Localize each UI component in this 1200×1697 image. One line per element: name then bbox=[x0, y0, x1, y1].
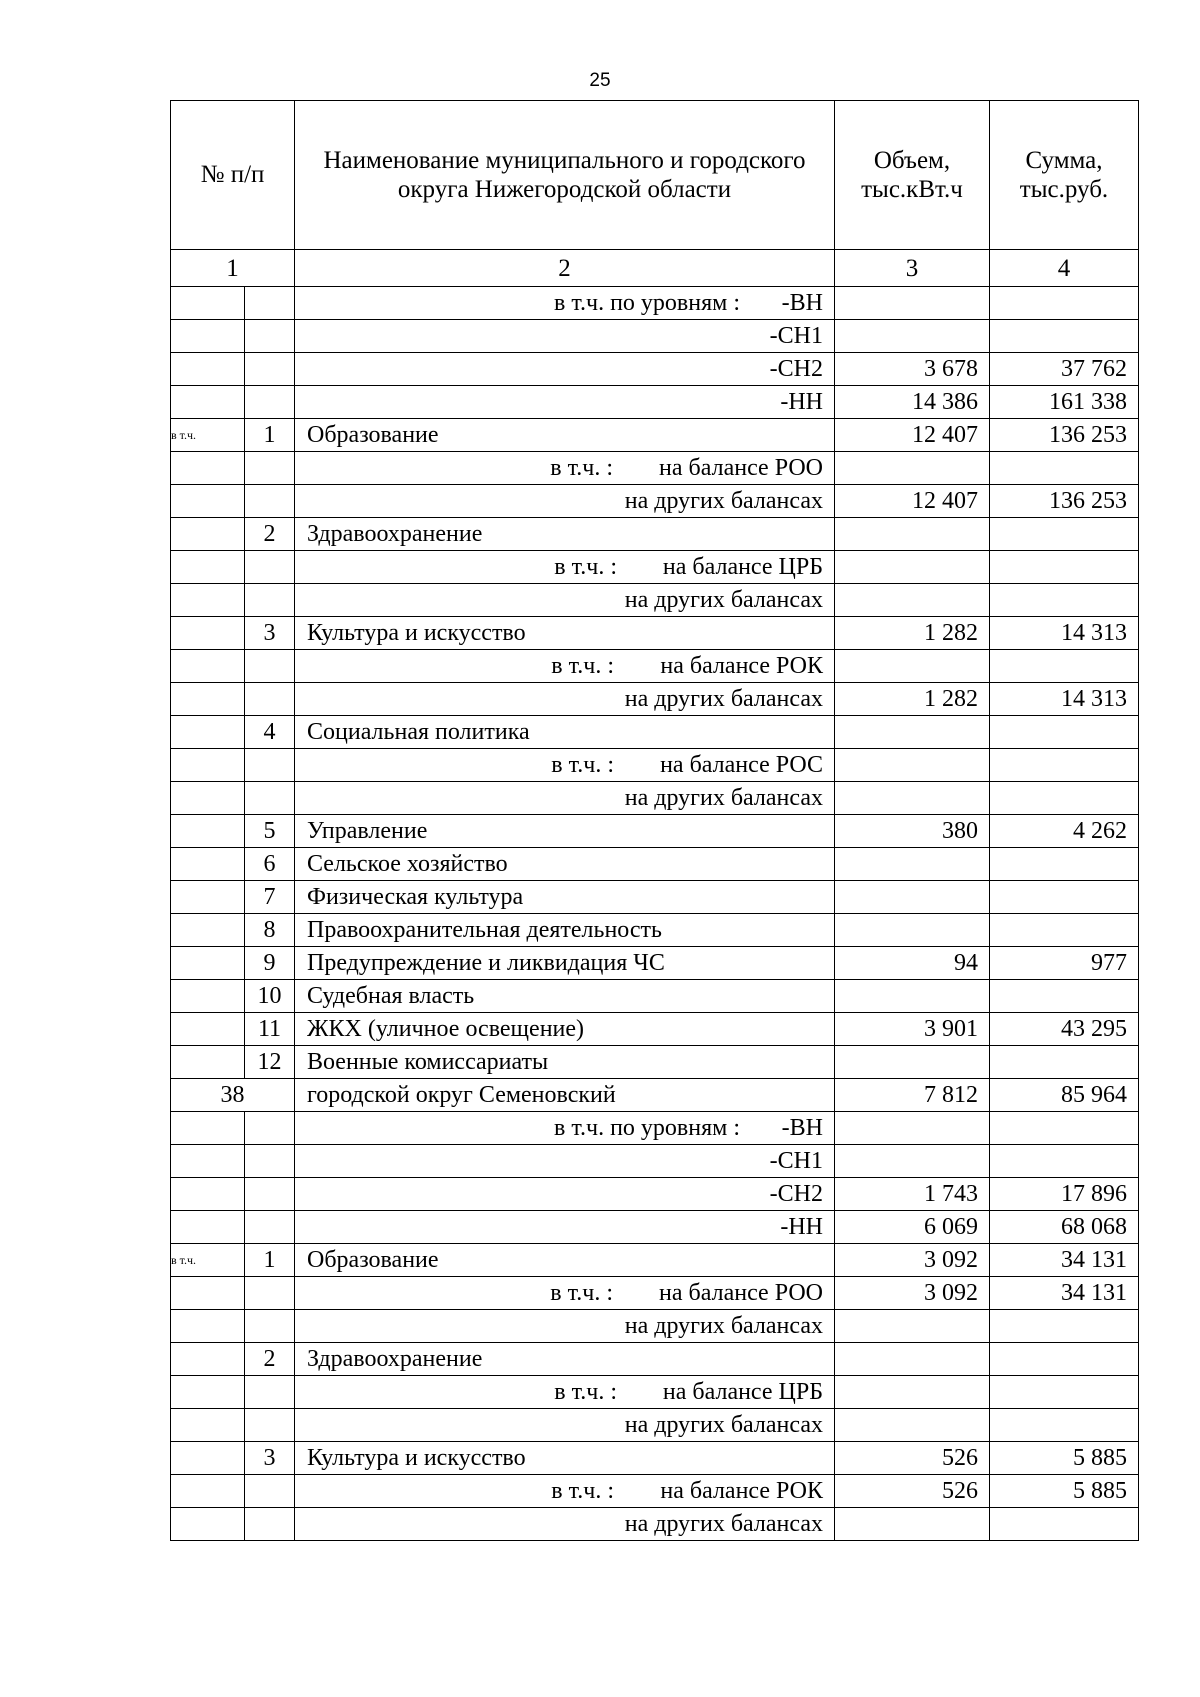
table-row bbox=[171, 584, 1139, 617]
sum-cell bbox=[990, 881, 1139, 914]
table-row bbox=[171, 1244, 1139, 1277]
table-row bbox=[171, 782, 1139, 815]
sum-cell bbox=[990, 1112, 1139, 1145]
table-row bbox=[171, 947, 1139, 980]
row-subtext: на других балансах bbox=[624, 785, 823, 811]
sum-cell: 4 262 bbox=[990, 815, 1139, 848]
row-index bbox=[245, 683, 295, 716]
row-subtext: -СН2 bbox=[769, 1181, 823, 1207]
row-marker bbox=[171, 914, 245, 947]
row-index bbox=[245, 1409, 295, 1442]
row-subtext: на балансе ЦРБ bbox=[662, 554, 823, 580]
volume-cell: 3 901 bbox=[835, 1013, 990, 1046]
sum-cell bbox=[990, 1409, 1139, 1442]
row-subtext: на балансе РОО bbox=[659, 455, 823, 481]
row-name: Здравоохранение bbox=[295, 1343, 835, 1376]
sum-cell bbox=[990, 320, 1139, 353]
row-index: 4 bbox=[245, 716, 295, 749]
row-index: 7 bbox=[245, 881, 295, 914]
row-marker bbox=[171, 518, 245, 551]
row-subname bbox=[295, 1277, 835, 1310]
table-row bbox=[171, 1310, 1139, 1343]
row-subtext: -ВН bbox=[781, 1115, 823, 1141]
row-marker bbox=[171, 1178, 245, 1211]
row-index: 6 bbox=[245, 848, 295, 881]
district-number: 38 bbox=[171, 1079, 295, 1112]
row-name: Предупреждение и ликвидация ЧС bbox=[295, 947, 835, 980]
table-row bbox=[171, 1013, 1139, 1046]
row-marker bbox=[171, 584, 245, 617]
row-name: Военные комиссариаты bbox=[295, 1046, 835, 1079]
sum-cell: 14 313 bbox=[990, 617, 1139, 650]
row-subtext: -НН bbox=[780, 389, 823, 415]
table-row bbox=[171, 716, 1139, 749]
row-subtext: на балансе РОК bbox=[660, 1478, 823, 1504]
row-sublabel: в т.ч. : bbox=[554, 554, 617, 580]
sum-cell: 34 131 bbox=[990, 1244, 1139, 1277]
row-marker bbox=[171, 1046, 245, 1079]
header-sum: Сумма, тыс.руб. bbox=[990, 101, 1139, 250]
row-subtext: на балансе РОО bbox=[659, 1280, 823, 1306]
table-row bbox=[171, 617, 1139, 650]
row-index bbox=[245, 1277, 295, 1310]
table-row bbox=[171, 1508, 1139, 1541]
volume-cell bbox=[835, 551, 990, 584]
volume-cell: 7 812 bbox=[835, 1079, 990, 1112]
volume-cell bbox=[835, 1145, 990, 1178]
row-marker bbox=[171, 452, 245, 485]
row-index: 12 bbox=[245, 1046, 295, 1079]
row-marker bbox=[171, 683, 245, 716]
row-index: 5 bbox=[245, 815, 295, 848]
volume-cell bbox=[835, 518, 990, 551]
sum-cell bbox=[990, 1046, 1139, 1079]
row-index: 1 bbox=[245, 1244, 295, 1277]
row-index: 8 bbox=[245, 914, 295, 947]
sum-cell: 5 885 bbox=[990, 1442, 1139, 1475]
volume-cell: 380 bbox=[835, 815, 990, 848]
sum-cell: 17 896 bbox=[990, 1178, 1139, 1211]
row-subname bbox=[295, 452, 835, 485]
row-index: 3 bbox=[245, 1442, 295, 1475]
volume-cell: 12 407 bbox=[835, 419, 990, 452]
row-sublabel: в т.ч. : bbox=[551, 1478, 614, 1504]
row-index bbox=[245, 551, 295, 584]
volume-cell bbox=[835, 584, 990, 617]
energy-table bbox=[170, 100, 1139, 1541]
volume-cell bbox=[835, 452, 990, 485]
row-sublabel: в т.ч. : bbox=[550, 1280, 613, 1306]
row-name: Образование bbox=[295, 419, 835, 452]
table-row bbox=[171, 353, 1139, 386]
sum-cell bbox=[990, 1343, 1139, 1376]
row-marker bbox=[171, 287, 245, 320]
sum-cell: 161 338 bbox=[990, 386, 1139, 419]
table-row bbox=[171, 1475, 1139, 1508]
volume-cell bbox=[835, 881, 990, 914]
sum-cell bbox=[990, 452, 1139, 485]
row-subtext: на других балансах bbox=[624, 488, 823, 514]
row-index: 2 bbox=[245, 518, 295, 551]
row-subtext: -СН2 bbox=[769, 356, 823, 382]
row-index bbox=[245, 584, 295, 617]
volume-cell: 3 092 bbox=[835, 1244, 990, 1277]
row-marker bbox=[171, 1277, 245, 1310]
sum-cell bbox=[990, 749, 1139, 782]
row-index bbox=[245, 782, 295, 815]
column-numbers-row bbox=[171, 250, 1139, 287]
table-row bbox=[171, 683, 1139, 716]
row-name: Культура и искусство bbox=[295, 1442, 835, 1475]
row-index: 1 bbox=[245, 419, 295, 452]
row-marker bbox=[171, 1343, 245, 1376]
row-subname bbox=[295, 1145, 835, 1178]
header-volume: Объем, тыс.кВт.ч bbox=[835, 101, 990, 250]
row-name: Сельское хозяйство bbox=[295, 848, 835, 881]
volume-cell: 1 743 bbox=[835, 1178, 990, 1211]
row-marker bbox=[171, 782, 245, 815]
table-row bbox=[171, 485, 1139, 518]
sum-cell: 43 295 bbox=[990, 1013, 1139, 1046]
page-number: 25 bbox=[589, 70, 611, 91]
row-subname bbox=[295, 1508, 835, 1541]
volume-cell: 526 bbox=[835, 1475, 990, 1508]
volume-cell bbox=[835, 287, 990, 320]
row-marker bbox=[171, 617, 245, 650]
volume-cell bbox=[835, 914, 990, 947]
sum-cell bbox=[990, 914, 1139, 947]
row-subtext: на других балансах bbox=[624, 686, 823, 712]
table-row bbox=[171, 452, 1139, 485]
table-row bbox=[171, 1211, 1139, 1244]
row-sublabel: в т.ч. по уровням : bbox=[554, 290, 740, 316]
volume-cell bbox=[835, 782, 990, 815]
row-subtext: -ВН bbox=[781, 290, 823, 316]
row-index bbox=[245, 1376, 295, 1409]
sum-cell: 136 253 bbox=[990, 485, 1139, 518]
row-subname bbox=[295, 485, 835, 518]
volume-cell bbox=[835, 1343, 990, 1376]
row-marker bbox=[171, 947, 245, 980]
table-row bbox=[171, 1079, 1139, 1112]
row-index bbox=[245, 1508, 295, 1541]
table-row bbox=[171, 1112, 1139, 1145]
sum-cell: 85 964 bbox=[990, 1079, 1139, 1112]
district-name: городской округ Семеновский bbox=[295, 1079, 835, 1112]
row-marker bbox=[171, 485, 245, 518]
table-row bbox=[171, 1145, 1139, 1178]
table-row bbox=[171, 1442, 1139, 1475]
sum-cell bbox=[990, 1145, 1139, 1178]
row-marker bbox=[171, 650, 245, 683]
row-marker bbox=[171, 1508, 245, 1541]
row-subname bbox=[295, 1112, 835, 1145]
row-index bbox=[245, 1211, 295, 1244]
row-subname bbox=[295, 1310, 835, 1343]
volume-cell: 12 407 bbox=[835, 485, 990, 518]
table-row bbox=[171, 320, 1139, 353]
row-index: 2 bbox=[245, 1343, 295, 1376]
row-subname bbox=[295, 386, 835, 419]
row-index: 9 bbox=[245, 947, 295, 980]
table-row bbox=[171, 518, 1139, 551]
row-subname bbox=[295, 650, 835, 683]
header-row bbox=[171, 101, 1139, 250]
row-sublabel: в т.ч. : bbox=[550, 455, 613, 481]
row-subname bbox=[295, 782, 835, 815]
row-subtext: на других балансах bbox=[624, 1313, 823, 1339]
row-index bbox=[245, 386, 295, 419]
row-subtext: на балансе РОК bbox=[660, 653, 823, 679]
row-subname bbox=[295, 320, 835, 353]
row-subtext: на других балансах bbox=[624, 587, 823, 613]
volume-cell bbox=[835, 1112, 990, 1145]
volume-cell: 3 678 bbox=[835, 353, 990, 386]
row-subname bbox=[295, 551, 835, 584]
sum-cell bbox=[990, 518, 1139, 551]
volume-cell bbox=[835, 1409, 990, 1442]
row-index bbox=[245, 1178, 295, 1211]
column-number-3: 3 bbox=[835, 250, 990, 287]
column-number-2: 2 bbox=[295, 250, 835, 287]
table-row bbox=[171, 848, 1139, 881]
table-row bbox=[171, 551, 1139, 584]
row-marker bbox=[171, 1013, 245, 1046]
header-num: № п/п bbox=[171, 101, 295, 250]
row-index bbox=[245, 1475, 295, 1508]
sum-cell bbox=[990, 848, 1139, 881]
row-subtext: на балансе ЦРБ bbox=[662, 1379, 823, 1405]
row-marker bbox=[171, 386, 245, 419]
table-row bbox=[171, 1343, 1139, 1376]
header-name: Наименование муниципального и городского округа Нижегородской области bbox=[295, 101, 835, 250]
row-subname bbox=[295, 1409, 835, 1442]
sum-cell bbox=[990, 980, 1139, 1013]
sum-cell: 136 253 bbox=[990, 419, 1139, 452]
volume-cell bbox=[835, 1508, 990, 1541]
row-index bbox=[245, 452, 295, 485]
table-row bbox=[171, 815, 1139, 848]
sum-cell: 5 885 bbox=[990, 1475, 1139, 1508]
volume-cell: 3 092 bbox=[835, 1277, 990, 1310]
row-sublabel: в т.ч. по уровням : bbox=[554, 1115, 740, 1141]
volume-cell bbox=[835, 980, 990, 1013]
sum-cell bbox=[990, 287, 1139, 320]
sum-cell bbox=[990, 716, 1139, 749]
row-index bbox=[245, 287, 295, 320]
sum-cell bbox=[990, 782, 1139, 815]
row-subtext: -СН1 bbox=[769, 323, 823, 349]
row-sublabel: в т.ч. : bbox=[551, 752, 614, 778]
volume-cell bbox=[835, 1046, 990, 1079]
row-subname bbox=[295, 1178, 835, 1211]
row-index: 11 bbox=[245, 1013, 295, 1046]
table-row bbox=[171, 1277, 1139, 1310]
sum-cell bbox=[990, 1508, 1139, 1541]
row-marker bbox=[171, 815, 245, 848]
row-marker bbox=[171, 1310, 245, 1343]
row-marker bbox=[171, 320, 245, 353]
row-index bbox=[245, 749, 295, 782]
sum-cell: 34 131 bbox=[990, 1277, 1139, 1310]
row-name: Управление bbox=[295, 815, 835, 848]
row-marker bbox=[171, 980, 245, 1013]
row-index bbox=[245, 1112, 295, 1145]
table-row bbox=[171, 749, 1139, 782]
row-marker bbox=[171, 716, 245, 749]
row-name: Судебная власть bbox=[295, 980, 835, 1013]
row-name: Образование bbox=[295, 1244, 835, 1277]
sum-cell bbox=[990, 1376, 1139, 1409]
sum-cell: 37 762 bbox=[990, 353, 1139, 386]
sum-cell bbox=[990, 551, 1139, 584]
row-subname bbox=[295, 1211, 835, 1244]
row-subtext: на других балансах bbox=[624, 1412, 823, 1438]
sum-cell: 68 068 bbox=[990, 1211, 1139, 1244]
row-index bbox=[245, 485, 295, 518]
volume-cell: 1 282 bbox=[835, 683, 990, 716]
row-sublabel: в т.ч. : bbox=[554, 1379, 617, 1405]
row-marker bbox=[171, 881, 245, 914]
row-index: 3 bbox=[245, 617, 295, 650]
row-index bbox=[245, 320, 295, 353]
volume-cell: 6 069 bbox=[835, 1211, 990, 1244]
row-subname bbox=[295, 353, 835, 386]
row-marker bbox=[171, 1409, 245, 1442]
sum-cell bbox=[990, 650, 1139, 683]
row-subname bbox=[295, 287, 835, 320]
row-subtext: на других балансах bbox=[624, 1511, 823, 1537]
volume-cell: 526 bbox=[835, 1442, 990, 1475]
row-marker bbox=[171, 1475, 245, 1508]
sum-cell bbox=[990, 584, 1139, 617]
table-row bbox=[171, 980, 1139, 1013]
volume-cell bbox=[835, 320, 990, 353]
volume-cell: 1 282 bbox=[835, 617, 990, 650]
row-name: Здравоохранение bbox=[295, 518, 835, 551]
row-subtext: на балансе РОС bbox=[660, 752, 823, 778]
volume-cell bbox=[835, 1310, 990, 1343]
row-marker bbox=[171, 1376, 245, 1409]
row-marker bbox=[171, 1442, 245, 1475]
column-number-4: 4 bbox=[990, 250, 1139, 287]
volume-cell: 14 386 bbox=[835, 386, 990, 419]
table-row bbox=[171, 650, 1139, 683]
row-subname bbox=[295, 1376, 835, 1409]
table-row bbox=[171, 1178, 1139, 1211]
sum-cell: 14 313 bbox=[990, 683, 1139, 716]
row-marker bbox=[171, 1112, 245, 1145]
table-row bbox=[171, 1046, 1139, 1079]
row-subtext: -НН bbox=[780, 1214, 823, 1240]
table-row bbox=[171, 386, 1139, 419]
row-name: ЖКХ (уличное освещение) bbox=[295, 1013, 835, 1046]
volume-cell bbox=[835, 716, 990, 749]
row-index bbox=[245, 1310, 295, 1343]
row-subtext: -СН1 bbox=[769, 1148, 823, 1174]
sum-cell: 977 bbox=[990, 947, 1139, 980]
row-marker bbox=[171, 749, 245, 782]
row-marker: в т.ч. bbox=[171, 419, 245, 452]
sum-cell bbox=[990, 1310, 1139, 1343]
volume-cell: 94 bbox=[835, 947, 990, 980]
row-subname bbox=[295, 683, 835, 716]
table-row bbox=[171, 1409, 1139, 1442]
row-marker bbox=[171, 551, 245, 584]
row-index bbox=[245, 650, 295, 683]
volume-cell bbox=[835, 1376, 990, 1409]
row-marker bbox=[171, 353, 245, 386]
row-marker bbox=[171, 1145, 245, 1178]
row-marker bbox=[171, 1211, 245, 1244]
row-subname bbox=[295, 749, 835, 782]
row-index bbox=[245, 1145, 295, 1178]
table-row bbox=[171, 1376, 1139, 1409]
row-index bbox=[245, 353, 295, 386]
table-row bbox=[171, 914, 1139, 947]
volume-cell bbox=[835, 848, 990, 881]
row-marker bbox=[171, 848, 245, 881]
row-name: Физическая культура bbox=[295, 881, 835, 914]
volume-cell bbox=[835, 749, 990, 782]
row-name: Культура и искусство bbox=[295, 617, 835, 650]
table-row bbox=[171, 419, 1139, 452]
row-sublabel: в т.ч. : bbox=[551, 653, 614, 679]
row-index: 10 bbox=[245, 980, 295, 1013]
table-row bbox=[171, 881, 1139, 914]
table-row bbox=[171, 287, 1139, 320]
row-subname bbox=[295, 1475, 835, 1508]
row-name: Социальная политика bbox=[295, 716, 835, 749]
column-number-1: 1 bbox=[171, 250, 295, 287]
volume-cell bbox=[835, 650, 990, 683]
row-subname bbox=[295, 584, 835, 617]
row-name: Правоохранительная деятельность bbox=[295, 914, 835, 947]
row-marker: в т.ч. bbox=[171, 1244, 245, 1277]
